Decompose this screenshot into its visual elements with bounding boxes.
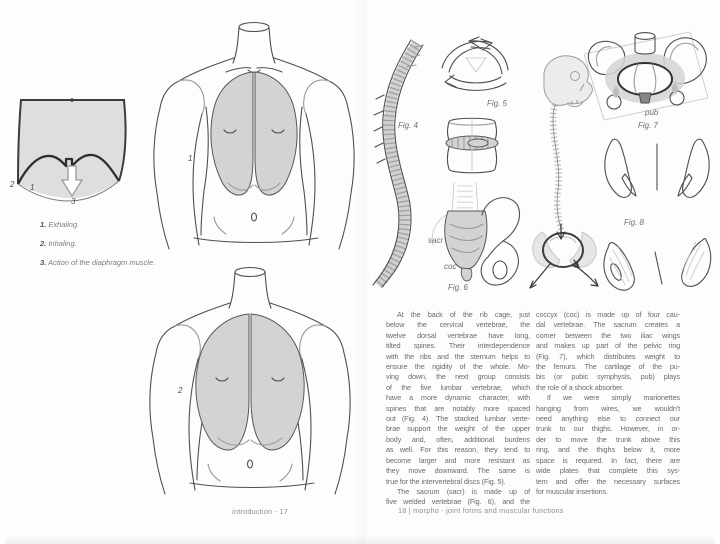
caption-item: 1. Exhaling. [40, 220, 80, 229]
text-line: become larger and more resistant as [386, 455, 530, 465]
caption-item: 3. Action of the diaphragm muscle. [40, 258, 156, 267]
diaphragm-label-3: 3 [71, 197, 76, 206]
text-line: coccyx (coc) is made up of four cau- [536, 310, 680, 319]
xiphoid-dot [70, 98, 73, 101]
text-line: have a more dynamic character, with [386, 393, 530, 403]
text-line: with the ribs and the sternum helps to [386, 351, 530, 361]
torso-exhale-figure [148, 11, 360, 251]
text-line: need anything else to connect our [536, 414, 680, 424]
coc-label: coc [444, 262, 457, 271]
text-line: five welded vertebrae (Fig. 6), and the [386, 497, 530, 507]
sacr-label: sacr [428, 236, 444, 245]
diaphragm-label-1: 1 [30, 183, 35, 192]
text-line: wide plates that complete this sys- [536, 466, 680, 476]
text-line: trunk to our thighs. However, in or- [536, 424, 680, 434]
text-line: dal vertebrae. The sacrum creates a [536, 320, 680, 330]
text-line: The sacrum (sacr) is made up of [397, 486, 530, 496]
rotation-arrows-figure [425, 30, 525, 110]
iliac-plates-figure [598, 136, 716, 294]
text-line: bis (or pubic symphysis, pub) plays [536, 372, 680, 382]
text-line: twelve dorsal vertebrae have long, [386, 330, 530, 340]
page-gutter [356, 0, 370, 544]
fig4-label: Fig. 4 [398, 121, 419, 130]
text-line: der to move the trunk above this [536, 434, 680, 444]
text-line: for muscular insertions. [536, 486, 608, 496]
text-line: tilted spines. Their interdependence [386, 341, 530, 351]
torso-inhale-label: 2 [178, 386, 183, 395]
text-line: brae support the weight of the upper [386, 424, 530, 434]
intervertebral-disc-figure [438, 110, 506, 176]
text-line: body and, often, additional burdens [386, 434, 530, 444]
text-line: the femurs. The cartilage of the pu- [536, 362, 680, 372]
text-line: ensure the rigidity of the whole. Mo- [386, 362, 530, 372]
right-page-footer: 18 | morpho - joint forms and muscular functions [398, 506, 564, 515]
text-column-1 [386, 310, 530, 508]
text-line: spines that are notably more spaced [386, 403, 530, 413]
text-line: below the cervical vertebrae, the [386, 320, 530, 330]
torso-inhale-figure [137, 256, 363, 496]
text-column-2 [536, 310, 680, 497]
text-line: ring, and the thighs below it, more [536, 445, 680, 455]
text-line: out (Fig. 4). The stacked lumbar verte- [386, 414, 530, 424]
text-line: and makes up part of the pelvic ring [536, 341, 680, 351]
text-line: true for the intervertebral discs (Fig. 5). [386, 476, 506, 486]
diaphragm-diagram-figure [5, 86, 140, 208]
text-line: of the five lumbar vertebrae, which [386, 382, 530, 392]
fig6-label: Fig. 6 [448, 283, 469, 292]
text-line: (Fig. 7), which distributes weight to [536, 351, 680, 361]
fig5-label: Fig. 5 [487, 99, 508, 108]
text-line: At the back of the rib cage, just [397, 310, 530, 319]
left-page-footer: introduction - 17 [232, 507, 288, 516]
text-line: If we were simply marionettes [547, 393, 680, 403]
caption-item: 2. Inhaling. [40, 239, 77, 248]
diaphragm-label-2: 2 [10, 180, 15, 189]
text-line: tem and offer the necessary surfaces [536, 476, 680, 486]
fig7-label: Fig. 7 [638, 121, 659, 130]
text-line: hanging from wires, we wouldn't [536, 403, 680, 413]
torso-exhale-label: 1 [188, 154, 193, 163]
text-line: space is required. In fact, there are [536, 455, 680, 465]
text-line: as well. For this reason, they tend to [386, 445, 530, 455]
pub-label: pub [645, 108, 659, 117]
text-line: the role of a shock absorber. [536, 382, 624, 392]
text-line: corner between the two iliac wings [536, 330, 680, 340]
text-line: they move downward. The same is [386, 466, 530, 476]
text-line: ving down, the next group consists [386, 372, 530, 382]
page-edge-shadow [6, 536, 714, 544]
fig8-label: Fig. 8 [624, 218, 645, 227]
